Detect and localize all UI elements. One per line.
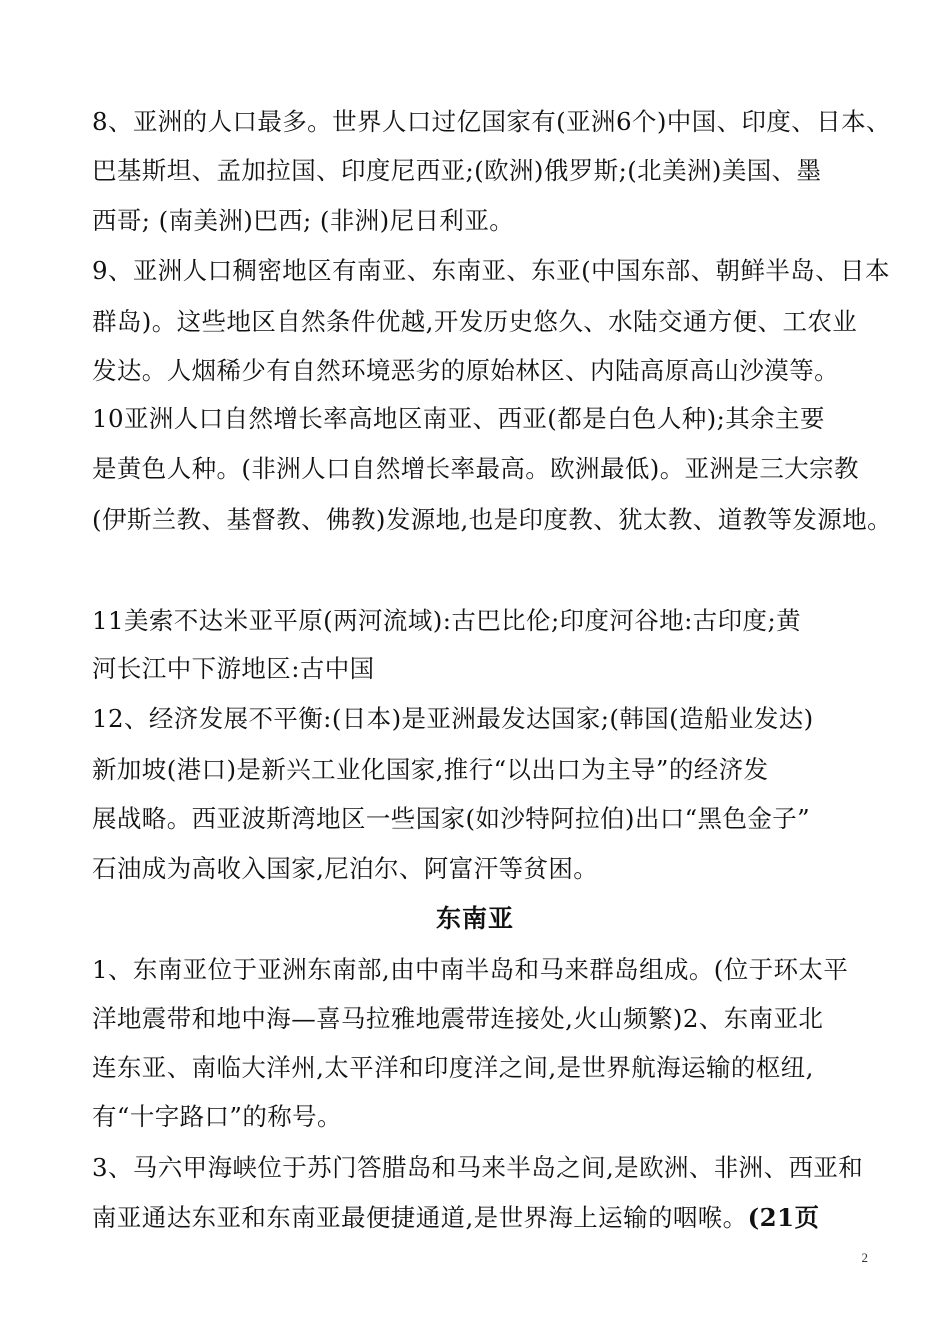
section-heading: 东南亚 [435,904,514,933]
text-line: 石油成为高收入国家,尼泊尔、阿富汗等贫困。 [92,854,599,883]
text-line: 连东亚、南临大洋州,太平洋和印度洋之间,是世界航海运输的枢纽, [92,1053,814,1082]
text-line: 11美索不达米亚平原(两河流域):古巴比伦;印度河谷地:古印度;黄 [92,606,802,635]
text-line: 8、亚洲的人口最多。世界人口过亿国家有(亚洲6个)中国、印度、日本、 [92,107,891,136]
text-line-last [92,1200,872,1236]
text-line: (伊斯兰教、基督教、佛教)发源地,也是印度教、犹太教、道教等发源地。 [92,505,893,534]
text-line: 西哥; (南美洲)巴西; (非洲)尼日利亚。 [92,206,515,235]
text-line-last-body: 南亚通达东亚和东南亚最便捷通道,是世界海上运输的咽喉。 [92,1203,748,1232]
text-line: 群岛)。这些地区自然条件优越,开发历史悠久、水陆交通方便、工农业 [92,307,858,336]
page-reference: (21页 [747,1203,820,1232]
text-line: 3、马六甲海峡位于苏门答腊岛和马来半岛之间,是欧洲、非洲、西亚和 [92,1153,864,1182]
text-line: 发达。人烟稀少有自然环境恶劣的原始林区、内陆高原高山沙漠等。 [92,356,839,385]
text-line: 是黄色人种。(非洲人口自然增长率最高。欧洲最低)。亚洲是三大宗教 [92,454,859,483]
text-line: 河长江中下游地区:古中国 [92,654,375,683]
page-number: 2 [861,1250,868,1265]
text-line: 展战略。西亚波斯湾地区一些国家(如沙特阿拉伯)出口“黑色金子” [92,804,811,833]
text-line: 有“十字路口”的称号。 [92,1102,342,1131]
text-line: 10亚洲人口自然增长率高地区南亚、西亚(都是白色人种);其余主要 [92,404,825,433]
text-line: 洋地震带和地中海—喜马拉雅地震带连接处,火山频繁)2、东南亚北 [92,1004,824,1033]
text-line: 1、东南亚位于亚洲东南部,由中南半岛和马来群岛组成。(位于环太平 [92,955,849,984]
text-line: 12、经济发展不平衡:(日本)是亚洲最发达国家;(韩国(造船业发达) [92,704,814,733]
text-line: 巴基斯坦、孟加拉国、印度尼西亚;(欧洲)俄罗斯;(北美洲)美国、墨 [92,156,822,185]
text-line: 9、亚洲人口稠密地区有南亚、东南亚、东亚(中国东部、朝鲜半岛、日本 [92,256,890,285]
text-line: 新加坡(港口)是新兴工业化国家,推行“以出口为主导”的经济发 [92,755,769,784]
